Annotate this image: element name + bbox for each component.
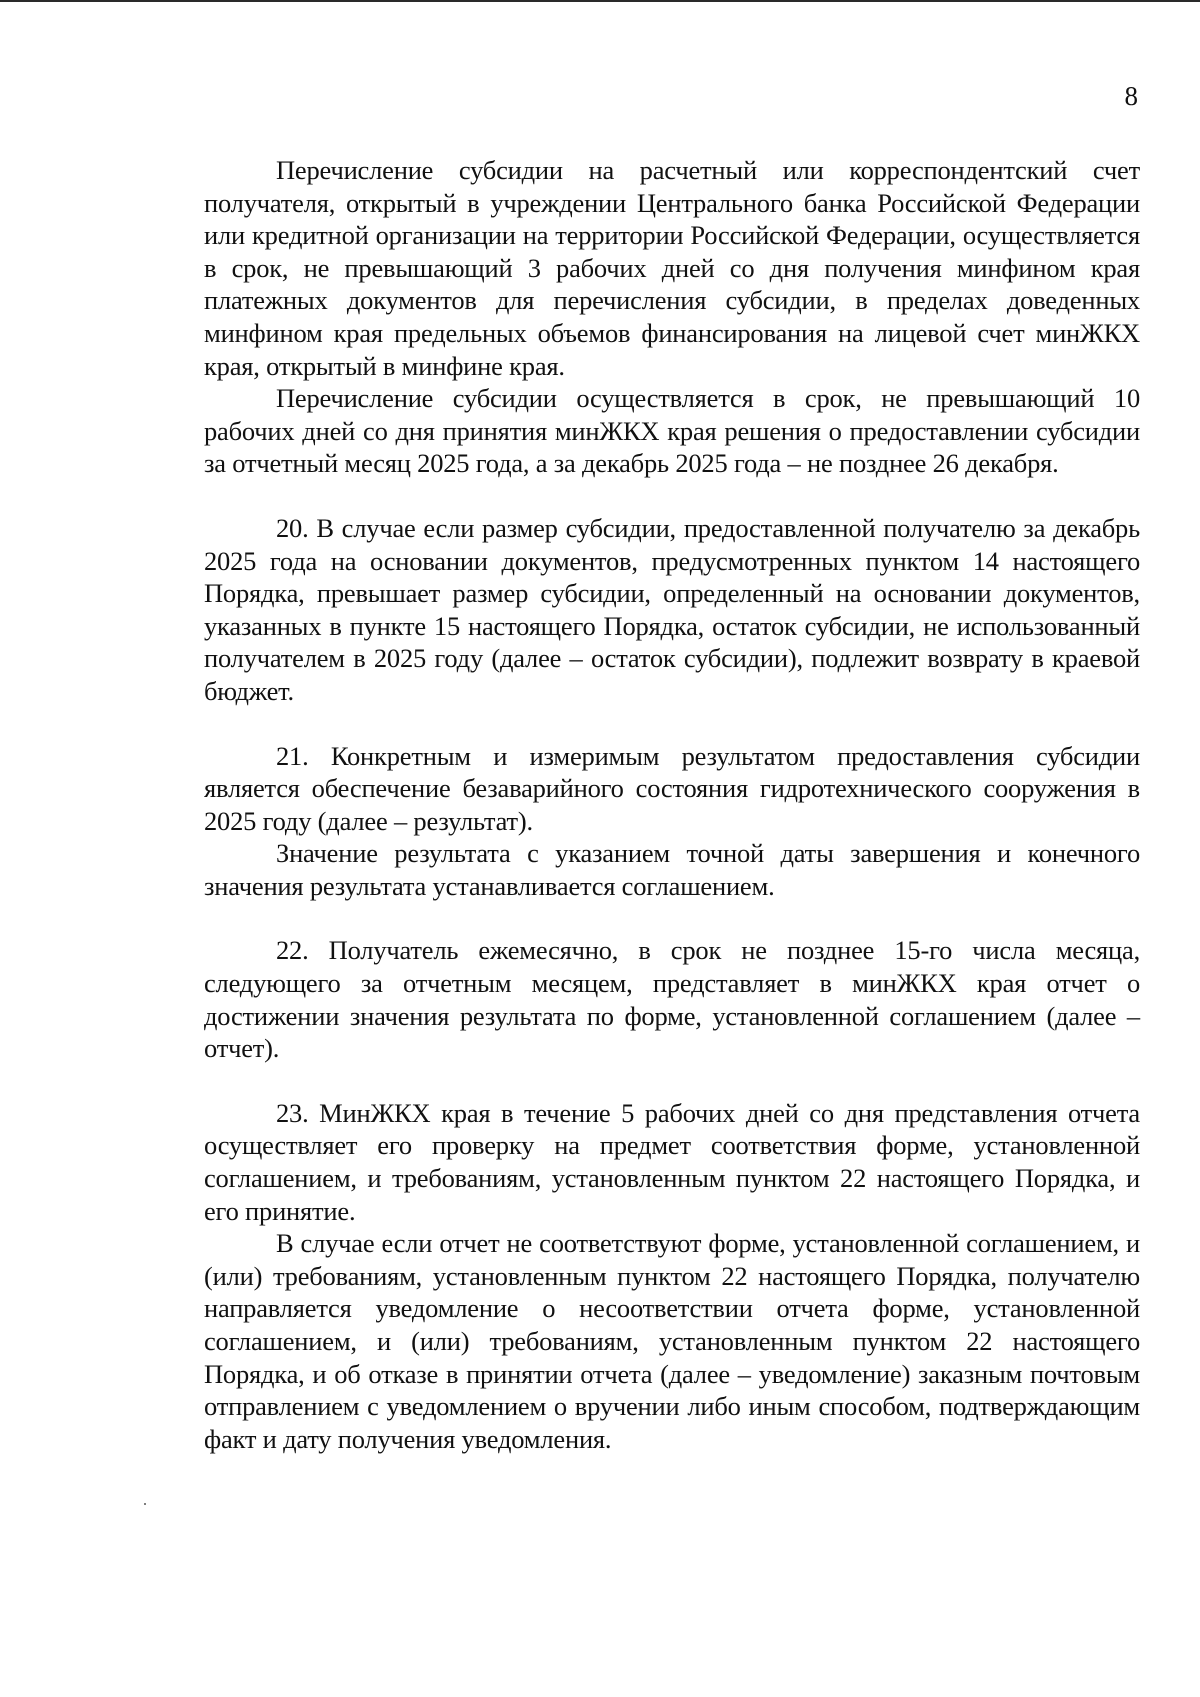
scan-speck: [144, 1503, 146, 1505]
paragraph-clause-23: 23. МинЖКХ края в течение 5 рабочих дней со дня представления отчета осуществляет его проверку на предмет соответствия форме, установленной соглашением, и требованиям, установленным пунктом 22 настоящего Порядка, и его принятие.: [204, 1097, 1140, 1226]
page-number: 8: [1124, 81, 1138, 111]
paragraph-clause-20: 20. В случае если размер субсидии, предоставленной получателю за декабрь 2025 года на основании документов, предусмотренных пунктом 14 настоящего Порядка, превышает размер субсидии, определенный на основании документов, указанных в пункте 15 настоящего Порядка, остаток субсидии, не использованный получателем в 2025 году (далее – остаток субсидии), подлежит возврату в краевой бюджет.: [204, 512, 1140, 706]
paragraph-subsidy-transfer-deadline: Перечисление субсидии осуществляется в срок, не превышающий 10 рабочих дней со дня принятия минЖКХ края решения о предоставлении субсидии за отчетный месяц 2025 года, а за декабрь 2025 года – не позднее 26 декабря.: [204, 383, 1140, 479]
paragraph-subsidy-transfer-account: Перечисление субсидии на расчетный или корреспондентский счет получателя, открытый в учреждении Центрального банка Российской Федерации или кредитной организации на территории Российской Федерации, осуществляется в срок, не превышающий 3 рабочих дней со дня получения минфином края платежных документов для перечисления субсидии, в пределах доведенных минфином края предельных объемов финансирования на лицевой счет минЖКХ края, открытый в минфине края.: [204, 155, 1140, 381]
scan-top-edge-line: [0, 0, 1200, 2]
paragraph-report-nonconformity: В случае если отчет не соответствуют форме, установленной соглашением, и (или) требованиям, установленным пунктом 22 настоящего Порядка, получателю направляется уведомление о несоответствии отчета форме, установленной соглашением, и (или) требованиям, установленным пунктом 22 настоящего Порядка, и об отказе в принятии отчета (далее – уведомление) заказным почтовым отправлением с уведомлением о вручении либо иным способом, подтверждающим факт и дату получения уведомления.: [204, 1228, 1140, 1454]
document-body: [204, 154, 1140, 1455]
paragraph-clause-22: 22. Получатель ежемесячно, в срок не позднее 15-го числа месяца, следующего за отчетным месяцем, представляет в минЖКХ края отчет о достижении значения результата по форме, установленной соглашением (далее – отчет).: [204, 935, 1140, 1064]
paragraph-clause-21: 21. Конкретным и измеримым результатом предоставления субсидии является обеспечение безаварийного состояния гидротехнического сооружения в 2025 году (далее – результат).: [204, 740, 1140, 836]
paragraph-result-value: Значение результата с указанием точной даты завершения и конечного значения результата устанавливается соглашением.: [204, 838, 1140, 901]
